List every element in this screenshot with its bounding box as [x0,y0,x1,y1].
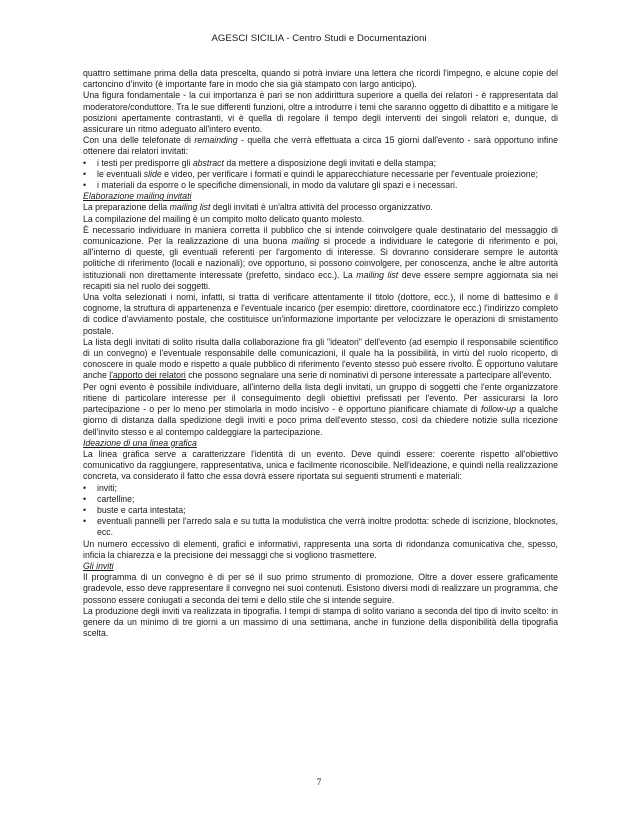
paragraph: È necessario individuare in maniera corretta il pubblico che si intende coinvolgere quale destinatario del messaggio di comunicazione. Per la realizzazione di una buona mailing si procede a individuare le categorie di riferimento e poi, all'interno di queste, gli eventuali referenti per l'argomento di interesse. Si dovranno considerare sempre le autorità politiche di riferimento (locali e nazionali); ove opportuno, si possono coinvolgere, per conoscenza, anche le altre autorità istituzionali non direttamente interessate (prefetto, sindaco ecc.). La mailing list deve essere sempre aggiornata sia nei recapiti sia nel ruolo dei soggetti. [83,224,558,291]
paragraph: Un numero eccessivo di elementi, grafici e informativi, rappresenta una sorta di ridondanza comunicativa che, spesso, inficia la chiarezza e la precisione dei messaggi che si vogliono trasmettere. [83,538,558,560]
paragraph: Con una delle telefonate di remainding - quella che verrà effettuata a circa 15 giorni dall'evento - sarà opportuno infine ottenere dai relatori invitati: [83,135,558,157]
list-item: • inviti; [83,482,117,493]
bullet-icon: • [83,493,87,504]
paragraph: La produzione degli inviti va realizzata in tipografia. I tempi di stampa di solito variano a seconda del tipo di invito scelto: in genere da un minimo di tre giorni a un massimo di una settimana, anche in funzione della disponibilità della tipografia scelta. [83,605,558,639]
list-item: • le eventuali slide e video, per verificare i formati e quindi le apparecchiature necessarie per l'eventuale proiezione; [83,168,538,179]
paragraph: La compilazione del mailing è un compito molto delicato quanto molesto. [83,213,365,224]
section-heading: Gli inviti [83,560,114,571]
paragraph: quattro settimane prima della data prescelta, quando si potrà inviare una lettera che ricordi l'impegno, e alcune copie del cartoncino d'invito (è importante fare in modo che sia già stampato con largo anticipo). [83,68,558,90]
bullet-icon: • [83,482,87,493]
underlined-text: l'apporto dei relatori [109,370,186,381]
paragraph: Una volta selezionati i nomi, infatti, si tratta di verificare attentamente il titolo (dottore, ecc.), il nome di battesimo e il cognome, la struttura di appartenenza e l'eventuale incarico (per esempio: direttore, coordinatore ecc.) l'indirizzo completo di codice d'avviamento postale, che costituisce un'informazione importante per velocizzare le operazioni di smistamento postale. [83,292,558,336]
bullet-icon: • [83,516,87,527]
list-item: • i testi per predisporre gli abstract da mettere a disposizione degli invitati e della stampa; [83,157,437,168]
page-header: AGESCI SICILIA - Centro Studi e Documentazioni [211,33,427,44]
list-item: • cartelline; [83,493,135,504]
paragraph: Il programma di un convegno è di per sé il suo primo strumento di promozione. Oltre a dover essere graficamente gradevole, esso deve rappresentare il convegno nei suoi contenuti. Esistono diversi modi di realizzare un programma, che possono essere coniugati a seconda dei temi e dello stile che si intende seguire. [83,572,558,605]
bullet-icon: • [83,157,87,168]
bullet-icon: • [83,168,87,179]
section-heading: Elaborazione mailing invitati [83,191,192,202]
bullet-list [83,483,558,539]
document-body [83,68,558,639]
paragraph: La preparazione della mailing list degli invitati è un'altra attività del processo organizzativo. [83,202,433,213]
list-item: • buste e carta intestata; [83,504,186,515]
list-item: • i materiali da esporre o le specifiche dimensionali, in modo da valutare gli spazi e i necessari. [83,180,458,191]
paragraph: Una figura fondamentale - la cui importanza è pari se non addirittura superiore a quella dei relatori - è rappresentata dal moderatore/conduttore. Tra le sue differenti funzioni, oltre a introdurre i temi che saranno oggetto di dibattito e a mitigare le posizioni apertamente contrastanti, vi è quella di regolare il tempo degli interventi dei singoli relatori e, dunque, di assicurare un ritmo adeguato all'intero evento. [83,90,558,135]
list-item: • eventuali pannelli per l'arredo sala e su tutta la modulistica che verrà inoltre prodotta: schede di iscrizione, blocknotes, ecc. [83,516,558,538]
paragraph: Per ogni evento è possibile individuare, all'interno della lista degli invitati, un gruppo di soggetti che l'ente organizzatore ritiene di particolare interesse per il conseguimento degli obiettivi prefissati per l'evento. Per assicurarsi la loro partecipazione - o per lo meno per stimolarla in modo incisivo - è opportuno pianificare chiamate di follow-up a qualche giorno di distanza dalla spedizione degli inviti e poco prima dell'evento stesso, così da chiedere notizie sulla ricezione dell'invito stesso e al contempo caldeggiare la partecipazione. [83,381,558,437]
paragraph: La lista degli invitati di solito risulta dalla collaborazione fra gli "ideatori" dell'evento (ad esempio il responsabile scientifico di un convegno) e l'eventuale responsabile delle comunicazioni, il quale ha la possibilità, in virtù del ruolo ricoperto, di conoscere in quale modo e rispetto a quale pubblico di riferimento l'evento stesso può essere rivolto. È opportuno valutare anche l'apporto dei relatori che possono segnalare una serie di nominativi di persone interessate a partecipare all'evento. [83,336,558,381]
bullet-list [83,158,558,192]
bullet-icon: • [83,180,87,191]
paragraph: La linea grafica serve a caratterizzare l'identità di un evento. Deve quindi essere: coerente rispetto all'obiettivo comunicativo da raggiungere, rappresentativa, unica e facilmente riconoscibile. Nell'ideazione, e quindi nella realizzazione concreta, va considerato il fatto che essa dovrà essere riportata sui seguenti strumenti e materiali: [83,448,558,482]
section-heading: Ideazione di una linea grafica [83,437,197,448]
page-number: 7 [316,778,322,788]
bullet-icon: • [83,504,87,515]
